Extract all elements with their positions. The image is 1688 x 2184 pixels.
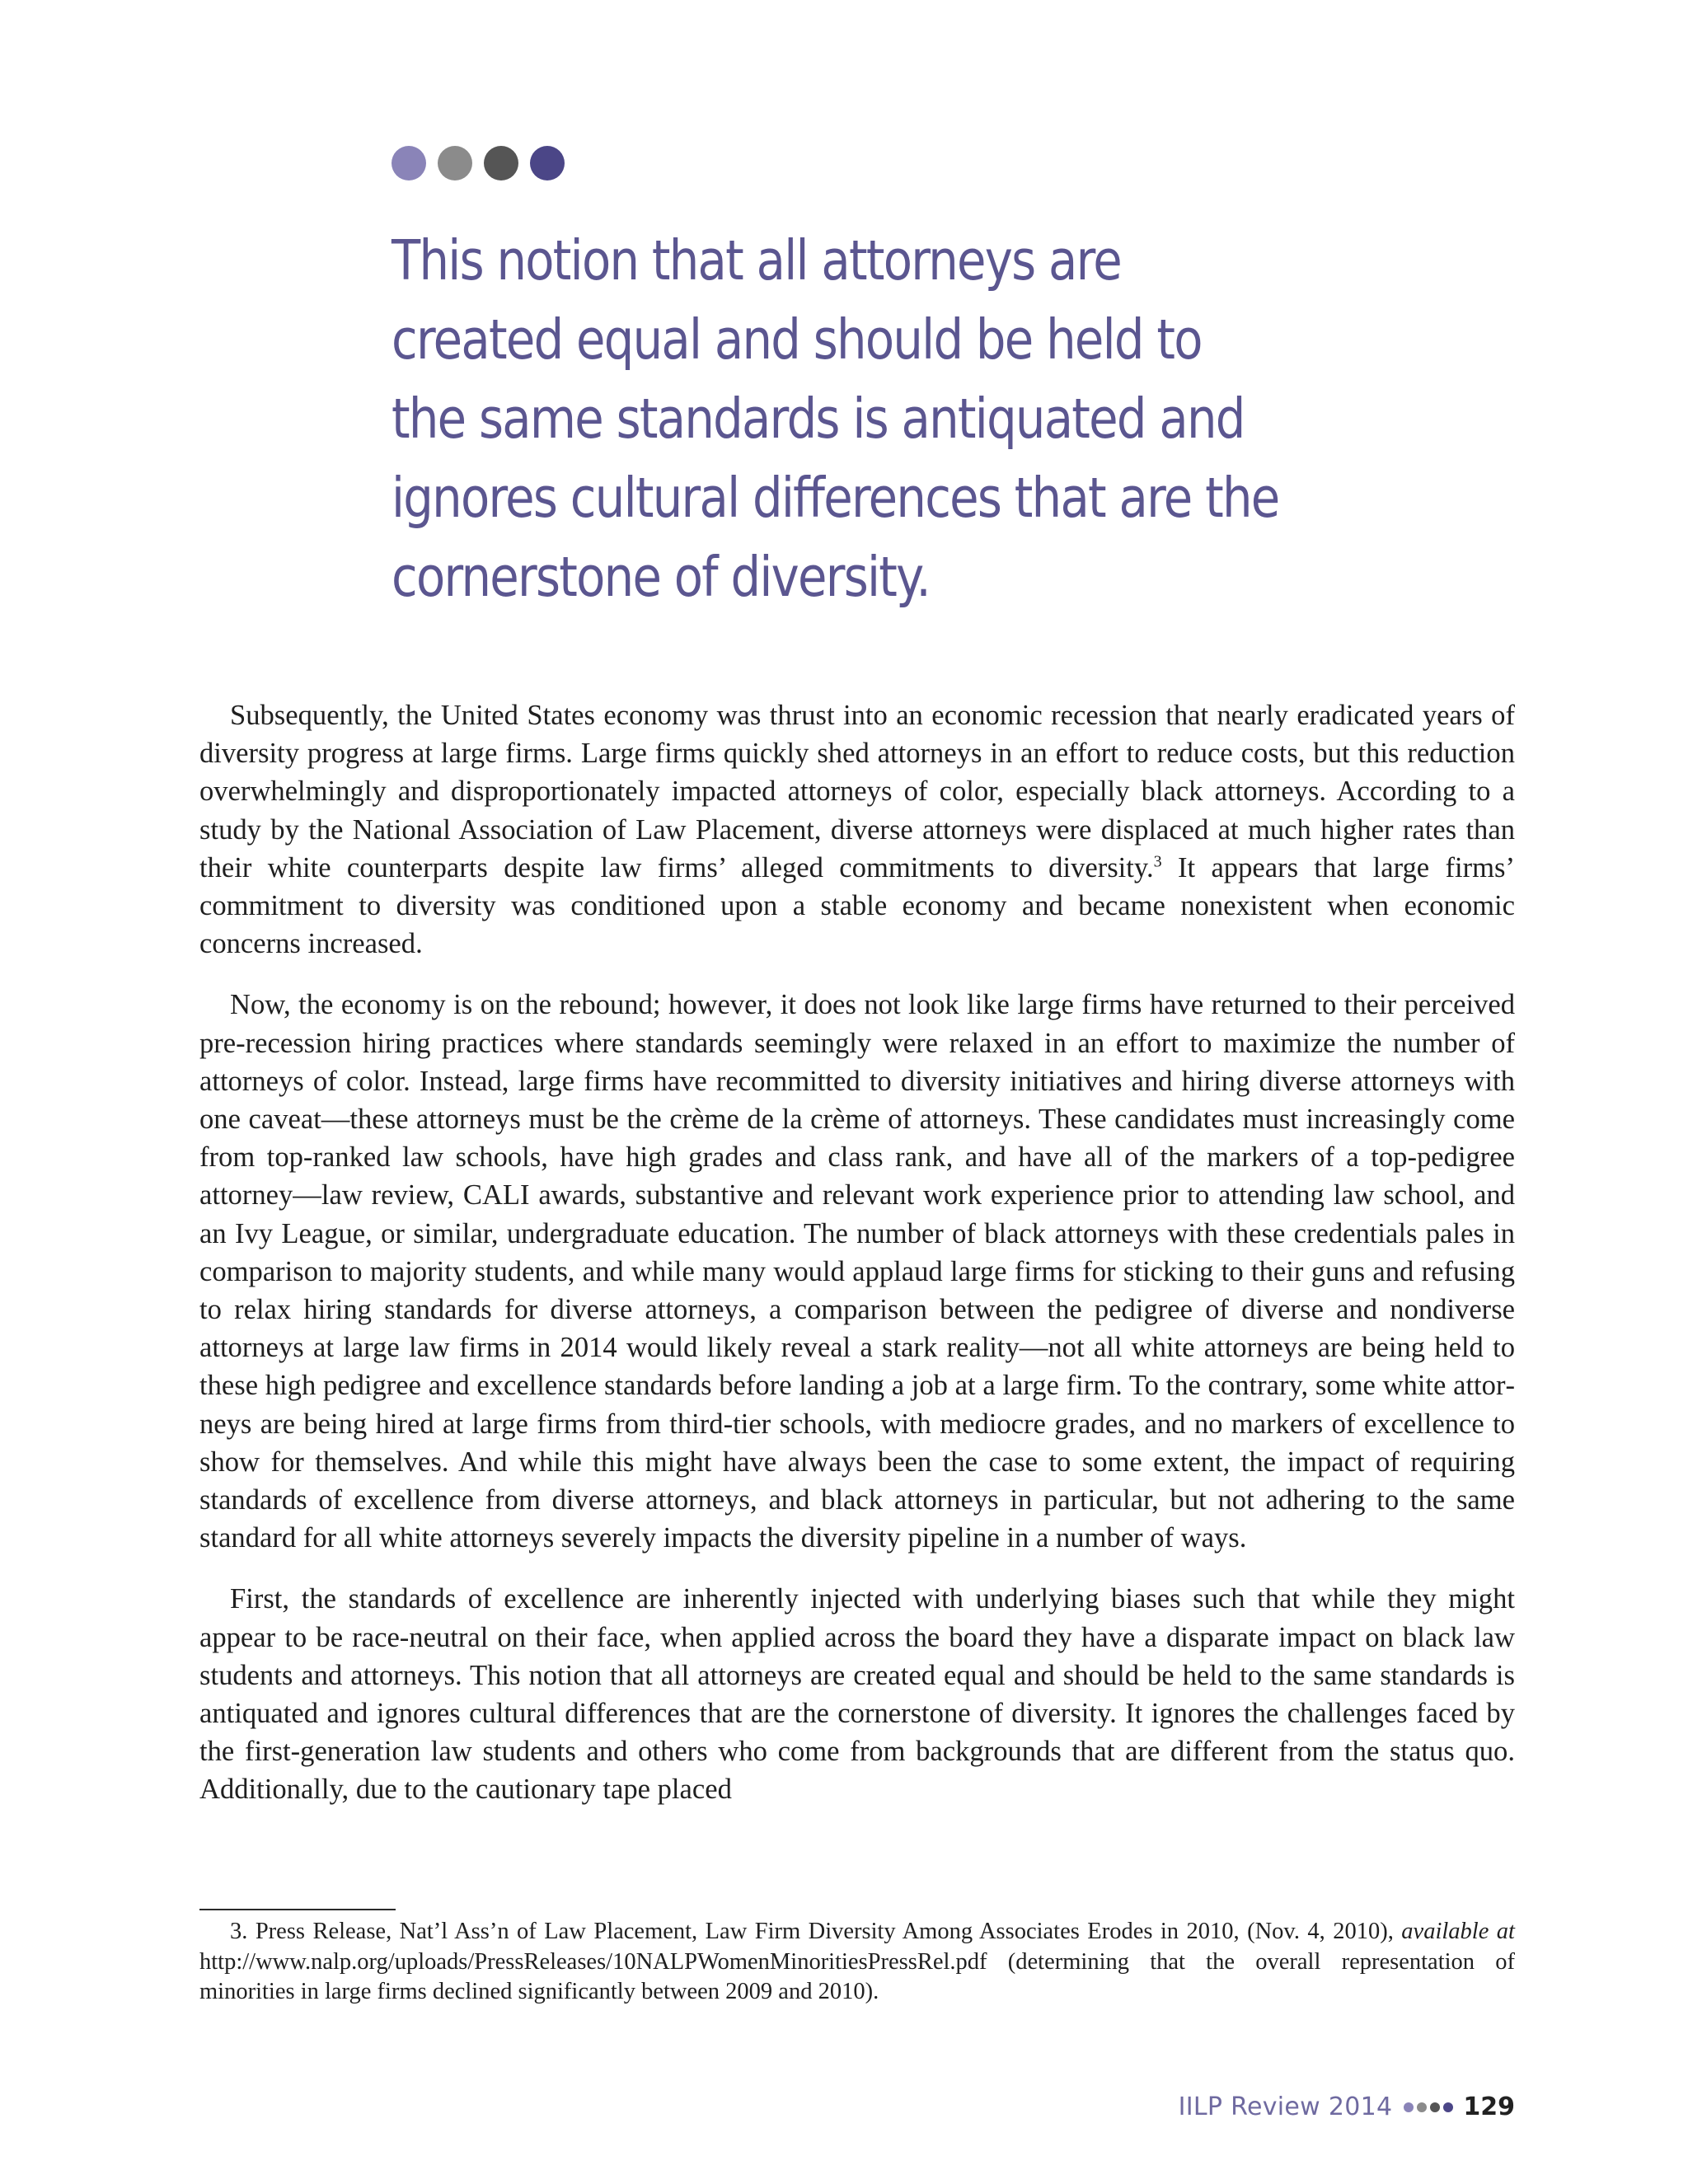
ornament-dot-3 [484, 146, 518, 180]
ornament-dot-2 [438, 146, 472, 180]
journal-name: IILP Review 2014 [1178, 2093, 1393, 2121]
pull-quote-line: created equal and should be held to [392, 307, 1202, 372]
four-dot-ornament-icon [392, 146, 565, 180]
footnote-text: Press Release, Nat’l Ass’n of Law Placement, Law Firm Diversity Among Associates Erodes in 2010, (Nov. 4, 2010), [247, 1919, 1402, 1944]
pull-quote-line: This notion that all attorneys are [392, 228, 1122, 293]
mini-dot-1 [1404, 2102, 1414, 2112]
pull-quote [392, 221, 1279, 616]
footnote-divider [199, 1909, 396, 1910]
pull-quote-line: ignores cultural differences that are the [392, 466, 1279, 530]
ornament-dot-4 [530, 146, 565, 180]
pull-quote-line: the same standards is antiquated and [392, 387, 1245, 451]
ornament-dot-1 [392, 146, 426, 180]
page-number: 129 [1463, 2093, 1515, 2121]
footnote-3 [199, 1917, 1515, 2008]
mini-dot-3 [1430, 2102, 1440, 2112]
footnote-url-text: http://www.nalp.org/uploads/PressReleases/10NALPWomenMinoritiesPressRel.pdf (determining that the overall representation of minorities in large firms declined significantly between 2009 and 2010). [199, 1948, 1515, 2004]
four-dot-ornament-icon [1404, 2102, 1453, 2112]
mini-dot-2 [1417, 2102, 1427, 2112]
body-paragraph-3: First, the standards of excellence are inherently injected with underlying biases such that while they might appear to be race-neutral on their face, when applied across the board they have a disparate impact on black law students and attorneys. This notion that all attorneys are created equal and should be held to the same standards is antiquated and ignores cultural differences that are the cornerstone of diversity. It ignores the challenges faced by the first-generation law students and others who come from backgrounds that are different from the status quo. Additionally, due to the cautionary tape placed [199, 1583, 1515, 1806]
paragraph-text: It appears that large firms’ commitment to diversity was conditioned upon a stable economy and became nonexistent when economic concerns increased. [199, 851, 1515, 960]
mini-dot-4 [1443, 2102, 1453, 2112]
article-body [199, 696, 1515, 1832]
paragraph-text: Subsequently, the United States economy was thrust into an economic recession that nearly eradicated years of diversity progress at large firms. Large firms quickly shed attorneys in an effort to reduce costs, but this reduction overwhelmingly and disproportionately impacted attorneys of color, especially black attorneys. According to a study by the National Association of Law Placement, diverse attorneys were displaced at much higher rates than their white counterparts despite law firms’ alleged commitments to diversity. [199, 700, 1515, 883]
footnote-reference-3[interactable]: 3 [1153, 852, 1162, 871]
footnote-italic-text: available at [1401, 1919, 1515, 1944]
body-paragraph-1 [199, 696, 1515, 963]
page-footer [1179, 2093, 1515, 2121]
body-paragraph-2: Now, the economy is on the rebound; however, it does not look like large firms have returned to their perceived pre-recession hiring practices where standards seemingly were relaxed in an effort to maximize the number of attorneys of color. Instead, large firms have recommitted to diversity initiatives and hiring diverse attorneys with one caveat—these attorneys must be the crème de la crème of attorneys. These candidates must increasingly come from top-ranked law schools, have high grades and class rank, and have all of the markers of a top-pedigree attorney—law review, CALI awards, substantive and relevant work experience prior to attending law school, and an Ivy League, or similar, undergraduate education. The number of black attorneys with these credentials pales in comparison to majority students, and while many would applaud large firms for sticking to their guns and refusing to relax hiring standards for diverse attorneys, a comparison between the pedigree of diverse and nondiverse attorneys at large law firms in 2014 would likely reveal a stark reality—not all white attorneys are being held to these high pedigree and excellence standards before landing a job at a large firm. To the contrary, some white attorneys are being hired at large firms from third-tier schools, with mediocre grades, and no markers of excellence to show for themselves. And while this might have always been the case to some extent, the impact of requiring standards of excellence from diverse attorneys, and black attorneys in particular, but not adhering to the same standard for all white attorneys severely impacts the diversity pipeline in a number of ways. [199, 989, 1515, 1554]
pull-quote-line: cornerstone of diversity. [392, 545, 930, 609]
footnote-number: 3. [230, 1919, 248, 1944]
